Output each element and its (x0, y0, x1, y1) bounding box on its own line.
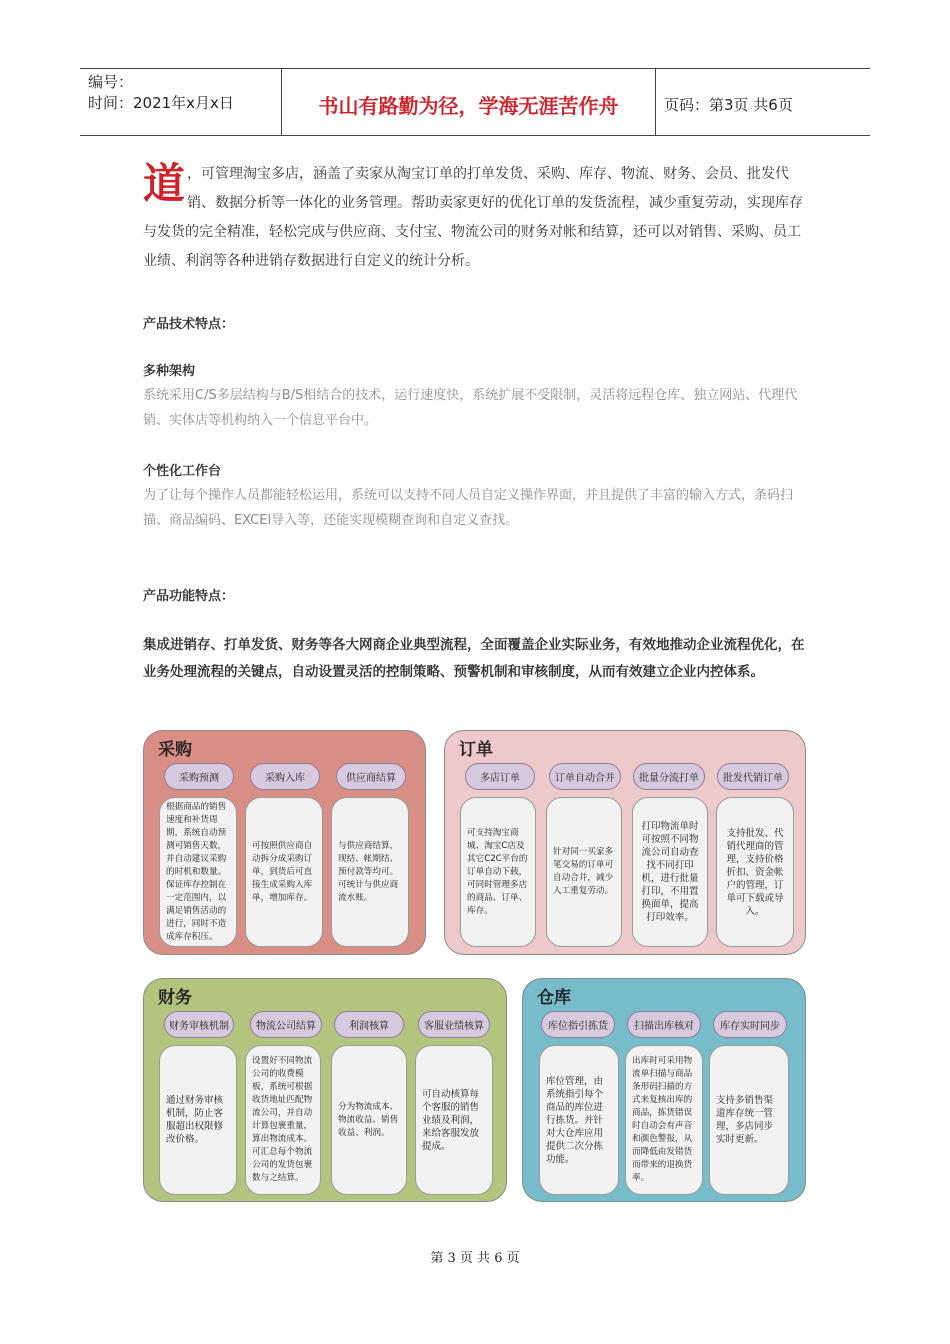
pill-batch-print: 批量分流打单 (633, 763, 705, 790)
header-meta (80, 69, 282, 135)
panel-orders (444, 730, 806, 955)
panel-title: 仓库 (537, 988, 571, 1008)
tech-item-workbench (143, 460, 811, 533)
panel-title: 订单 (459, 740, 493, 760)
intro-text: ，可管理淘宝多店，涵盖了卖家从淘宝订单的打单发货、采购、库存、物流、财务、会员、批发代销、数据分析等一体化的业务管理。帮助卖家更好的优化订单的发货流程，减少重复劳动，实现库存与发货的完全精准，轻松完成与供应商、支付宝、物流公司的财务对帐和结算，还可以对销售、采购、员工业绩、利润等各种进销存数据进行自定义的统计分析。 (143, 166, 804, 269)
card-service-performance: 可自动核算每个客服的销售业绩及利润，来给客服发放提成。 (415, 1045, 493, 1195)
panel-title: 采购 (158, 740, 192, 760)
card-logistics-settlement: 设置好不同物流公司的收费模板，系统可根据收货地址匹配物流公司，并自动计算包裹重量，算出物流成本。可汇总每个物流公司的发货包裹数与之结算。 (245, 1045, 321, 1195)
panel-finance (143, 978, 507, 1202)
tech-item-title: 个性化工作台 (143, 464, 222, 479)
pill-purchase-inbound: 采购入库 (250, 763, 320, 790)
tech-item-architecture (143, 360, 811, 433)
number-label: 编号： (88, 73, 134, 91)
panel-warehouse (522, 978, 806, 1202)
card-wholesale-orders: 支持批发、代销代理商的管理，支持价格折扣、资金帐户的管理，订单可下载或导入。 (716, 797, 794, 947)
func-paragraph: 集成进销存、打单发货、财务等各大网商企业典型流程，全面覆盖企业实际业务，有效地推动企业流程优化，在业务处理流程的关键点，自动设置灵活的控制策略、预警机制和审核制度，从而有效建立企业内控体系。 (143, 637, 805, 680)
page-header (80, 68, 870, 136)
pill-finance-audit: 财务审核机制 (164, 1011, 234, 1038)
tech-heading: 产品技术特点： (143, 317, 235, 332)
pill-purchase-forecast: 采购预测 (164, 763, 234, 790)
card-scan-outbound: 出库时可采用物流单扫描与商品条形码扫描的方式来复核出库的商品，拣货错误时自动会有声音和颜色警报，从而降低由发错货而带来的退换货率。 (625, 1045, 703, 1195)
card-order-auto-merge: 针对同一买家多笔交易的订单可自动合并，减少人工重复劳动。 (546, 797, 622, 947)
card-location-picking: 库位管理，由系统指引每个商品的库位进行拣货。并针对大仓库应用提供二次分拣功能。 (539, 1045, 619, 1195)
pill-logistics-settlement: 物流公司结算 (250, 1011, 322, 1038)
card-purchase-inbound: 可按照供应商自动拆分成采购订单，到货后可直接生成采购入库单，增加库存。 (245, 797, 323, 947)
pill-service-performance: 客服业绩核算 (418, 1011, 490, 1038)
pill-order-auto-merge: 订单自动合并 (549, 763, 621, 790)
pill-profit-accounting: 利润核算 (334, 1011, 404, 1038)
time-label: 时间：2021年x月x日 (88, 94, 234, 112)
card-profit-accounting: 分为物流成本、物流收益、销售收益、利润。 (331, 1045, 407, 1195)
card-multi-store-orders: 可支持淘宝商城、淘宝C店及其它C2C平台的订单自动下载，可同时管理多店的商品、订单、库存。 (460, 797, 536, 947)
card-finance-audit: 通过财务审核机制，防止客服超出权限修改价格。 (159, 1045, 237, 1195)
dropcap: 道 (143, 159, 186, 208)
page-footer: 第 3 页 共 6 页 (430, 1251, 520, 1266)
pill-scan-outbound: 扫描出库核对 (627, 1011, 701, 1038)
card-inventory-sync: 支持多销售渠道库存统一管理，多店同步实时更新。 (709, 1045, 789, 1195)
tech-item-body: 为了让每个操作人员都能轻松运用，系统可以支持不同人员自定义操作界面，并且提供了丰富的输入方式，条码扫描、商品编码、EXCEl导入等，还能实现模糊查询和自定义查找。 (143, 488, 794, 528)
card-batch-print: 打印物流单时可按照不同物流公司自动查找不同打印机，进行批量打印，不用置换面单，提高打印效率。 (632, 797, 708, 947)
panel-purchase (143, 730, 426, 955)
pill-supplier-settlement: 供应商结算 (336, 763, 406, 790)
func-heading: 产品功能特点： (143, 589, 235, 604)
card-purchase-forecast: 根据商品的销售速度和补货周期，系统自动预测可销售天数，并自动建议采购的时机和数量。保证库存控制在一定范围内，以满足销售活动的进行，同时不造成库存积压。 (159, 797, 237, 947)
intro-paragraph (143, 160, 811, 276)
header-motto: 书山有路勤为径，学海无涯苦作舟 (282, 69, 656, 135)
header-page-label: 页码：第3页 共6页 (664, 95, 793, 114)
card-supplier-settlement: 与供应商结算，现结、帐期结、预付款等均可。可统计与供应商流水账。 (331, 797, 409, 947)
pill-multi-store-orders: 多店订单 (465, 763, 535, 790)
tech-item-body: 系统采用C/S多层结构与B/S相结合的技术，运行速度快，系统扩展不受限制，灵活将远程仓库、独立网站、代理代销、实体店等机构纳入一个信息平台中。 (143, 388, 798, 428)
pill-inventory-sync: 库存实时同步 (713, 1011, 787, 1038)
pill-wholesale-orders: 批发代销订单 (717, 763, 789, 790)
tech-item-title: 多种架构 (143, 364, 196, 379)
pill-location-picking: 库位指引拣货 (541, 1011, 615, 1038)
panel-title: 财务 (158, 988, 192, 1008)
